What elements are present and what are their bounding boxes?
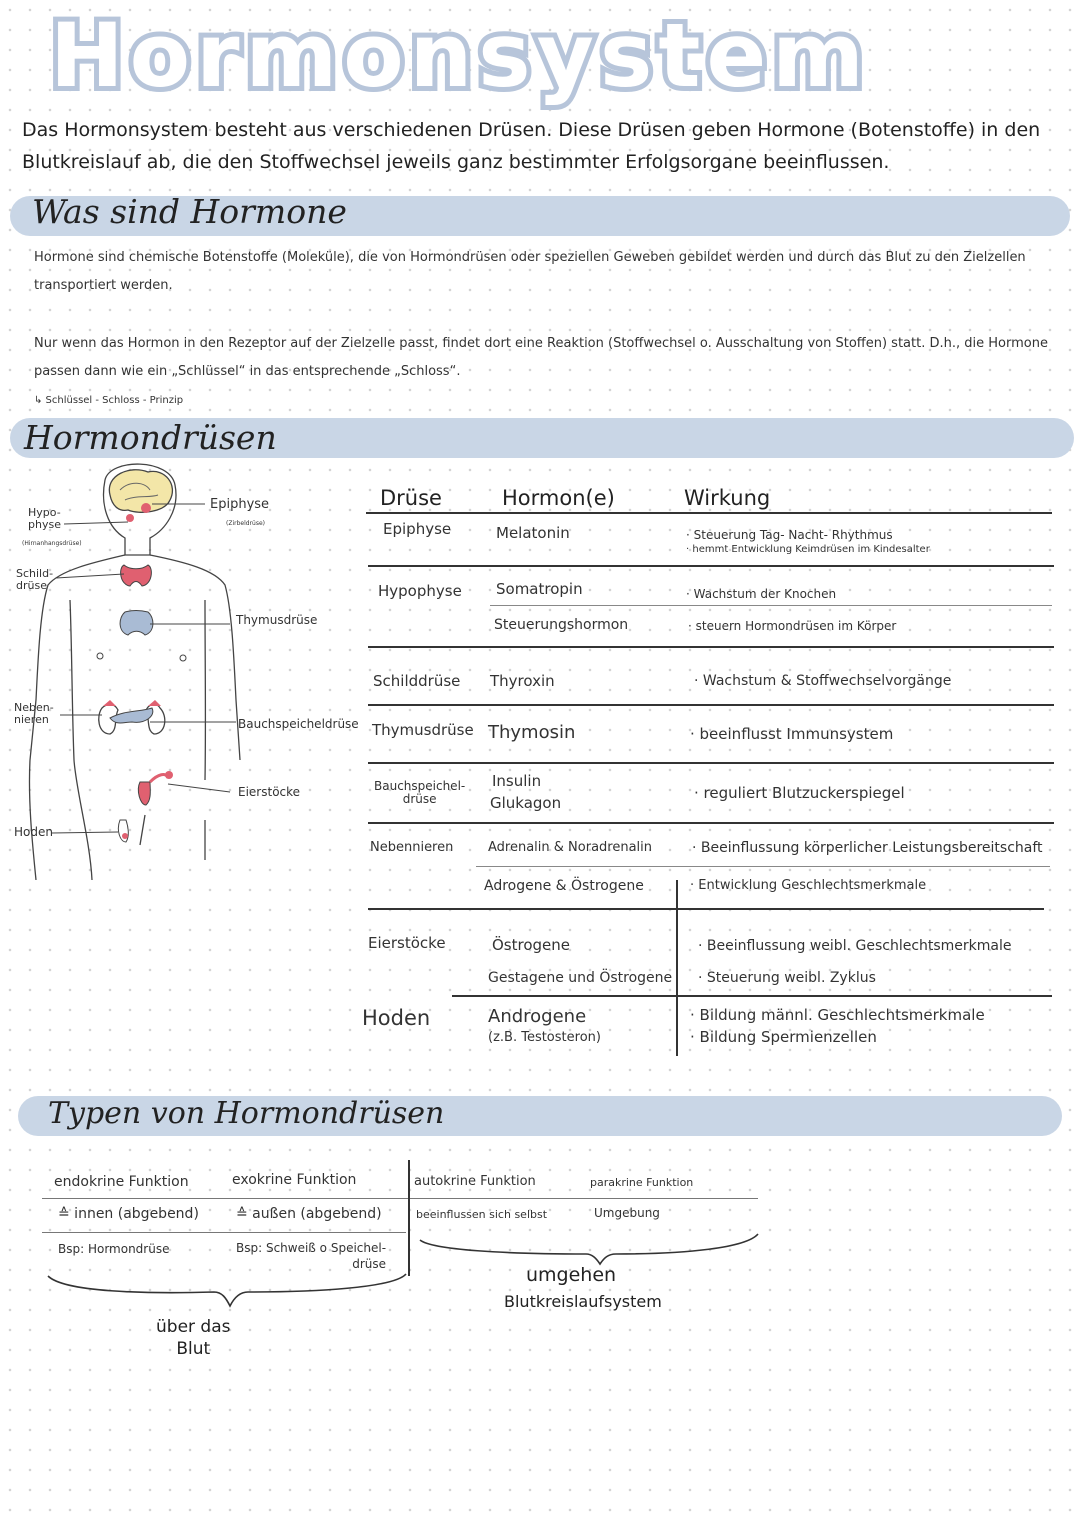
table-cell-wirkung: · reguliert Blutzuckerspiegel (694, 784, 905, 802)
table-header-hormon: Hormon(e) (502, 486, 615, 510)
exokrin-label: exokrine Funktion (232, 1172, 357, 1188)
table-cell-wirkung: · Wachstum & Stoffwechselvorgänge (694, 673, 952, 689)
exokrin-bsp: Bsp: Schweiß o Speichel- drüse (236, 1241, 387, 1271)
row-rule (368, 646, 1054, 648)
table-cell-wirkung: · hemmt Entwicklung Keimdrüsen im Kindesalter (686, 544, 930, 555)
table-header-druese: Drüse (380, 486, 442, 510)
section-heading-typen: Typen von Hormondrüsen (48, 1096, 445, 1131)
label-bauchspeichel: Bauchspeicheldrüse (238, 717, 359, 731)
label-hoden: Hoden (14, 825, 53, 839)
table-cell-hormon: Thyroxin (490, 672, 555, 690)
row-rule (368, 565, 1054, 567)
table-cell-wirkung: · Wachstum der Knochen (686, 587, 837, 601)
autokrin-desc: beeinflussen sich selbst (416, 1208, 548, 1221)
typen-header-rule (42, 1198, 758, 1199)
row-rule (368, 908, 1044, 910)
table-cell-wirkung: · Beeinflussung körperlicher Leistungsbereitschaft (692, 840, 1043, 856)
table-cell-hormon: Adrenalin & Noradrenalin (488, 840, 653, 855)
autokrin-label: autokrine Funktion (414, 1174, 536, 1189)
label-schilddruese: Schild- drüse (16, 567, 54, 592)
row-rule (368, 822, 1054, 824)
blutkreislaufsystem-text: Blutkreislaufsystem (504, 1292, 662, 1311)
column-divider (676, 880, 678, 1056)
key-lock-principle: ↳ Schlüssel - Schloss - Prinzip (34, 395, 184, 406)
table-header-wirkung: Wirkung (684, 486, 771, 510)
table-cell-wirkung: · Bildung Spermienzellen (690, 1028, 877, 1046)
parakrin-desc: Umgebung (594, 1206, 660, 1220)
table-cell-hormon: Glukagon (490, 794, 562, 812)
table-cell-hormon: (z.B. Testosteron) (488, 1030, 601, 1045)
table-cell-wirkung: · Entwicklung Geschlechtsmerkmale (690, 878, 927, 893)
label-hypophyse: Hypo- physe (28, 506, 61, 531)
header-rule (366, 512, 1052, 514)
table-cell-hormon: Adrogene & Östrogene (484, 878, 644, 894)
table-cell-hormon: Androgene (488, 1006, 587, 1027)
typen-row-rule (42, 1232, 406, 1233)
table-cell-wirkung: · Steuerung Tag- Nacht- Rhythmus (686, 528, 893, 542)
hormone-definition: Hormone sind chemische Botenstoffe (Moleküle), die von Hormondrüsen oder speziellen Geweben gebildet werden und durch das Blut zu den Zielzellen transportiert werden. (34, 250, 1026, 293)
row-rule (452, 995, 1052, 997)
table-cell-druese: Hypophyse (378, 582, 462, 600)
table-cell-druese: Bauchspeichel- drüse (374, 779, 466, 806)
row-rule (368, 762, 1054, 764)
label-hypophyse-sub: (Hirnanhangsdrüse) (22, 540, 82, 547)
label-thymus: Thymusdrüse (236, 613, 318, 627)
label-nebennieren: Neben- nieren (14, 701, 54, 726)
table-cell-wirkung: · Bildung männl. Geschlechtsmerkmale (690, 1006, 985, 1024)
table-cell-wirkung: · Steuerung weibl. Zyklus (698, 970, 876, 986)
row-rule (368, 704, 1054, 706)
label-epiphyse-sub: (Zirbeldrüse) (226, 520, 265, 527)
endokrin-label: endokrine Funktion (54, 1174, 189, 1190)
table-cell-hormon: Melatonin (496, 524, 570, 542)
table-cell-wirkung: · beeinflusst Immunsystem (690, 725, 894, 743)
label-eierstoecke: Eierstöcke (238, 785, 301, 799)
umgehen-text: umgehen (526, 1264, 617, 1286)
typen-divider (408, 1160, 410, 1276)
row-rule (476, 866, 1050, 867)
table-cell-druese: Epiphyse (383, 520, 452, 538)
brace-right (416, 1232, 762, 1268)
label-epiphyse: Epiphyse (210, 497, 270, 512)
table-cell-druese: Eierstöcke (368, 934, 446, 952)
page-title: Hormonsystem (50, 4, 870, 107)
intro-text: Das Hormonsystem besteht aus verschiedenen Drüsen. Diese Drüsen geben Hormone (Botenstoffe) in den Blutkreislauf ab, die den Stoffwechsel jeweils ganz bestimmter Erfolgsorgane beeinflussen. (22, 119, 1041, 173)
table-cell-druese: Hoden (362, 1006, 431, 1030)
brace-left (44, 1270, 410, 1310)
table-cell-druese: Schilddrüse (373, 672, 461, 690)
table-cell-hormon: Östrogene (492, 936, 571, 954)
parakrin-label: parakrine Funktion (590, 1176, 694, 1189)
table-cell-hormon: Insulin (492, 772, 542, 790)
section-heading-hormone: Was sind Hormone (32, 192, 347, 231)
table-cell-hormon: Gestagene und Östrogene (488, 970, 673, 986)
table-cell-wirkung: · steuern Hormondrüsen im Körper (688, 619, 897, 633)
endokrin-bsp: Bsp: Hormondrüse (58, 1242, 170, 1256)
table-cell-wirkung: · Beeinflussung weibl. Geschlechtsmerkmale (698, 938, 1012, 954)
exokrin-desc: ≙ außen (abgebend) (236, 1206, 382, 1222)
ueber-blut: über das Blut (156, 1317, 231, 1359)
table-cell-druese: Nebennieren (370, 840, 454, 855)
table-cell-hormon: Thymosin (488, 722, 576, 743)
receptor-explanation: Nur wenn das Hormon in den Rezeptor auf der Zielzelle passt, findet dort eine Reaktion (Stoffwechsel o. Ausschaltung von Stoffen) statt. D.h., die Hormone passen dann wie ein „Schlüssel“ in das entsprechende „Schloss“. (34, 336, 1048, 379)
table-cell-druese: Thymusdrüse (372, 721, 474, 739)
row-rule (490, 605, 1052, 606)
section-heading-druesen: Hormondrüsen (24, 418, 277, 457)
endokrin-desc: ≙ innen (abgebend) (58, 1206, 199, 1222)
table-cell-hormon: Somatropin (496, 580, 583, 598)
table-cell-hormon: Steuerungshormon (494, 617, 629, 633)
